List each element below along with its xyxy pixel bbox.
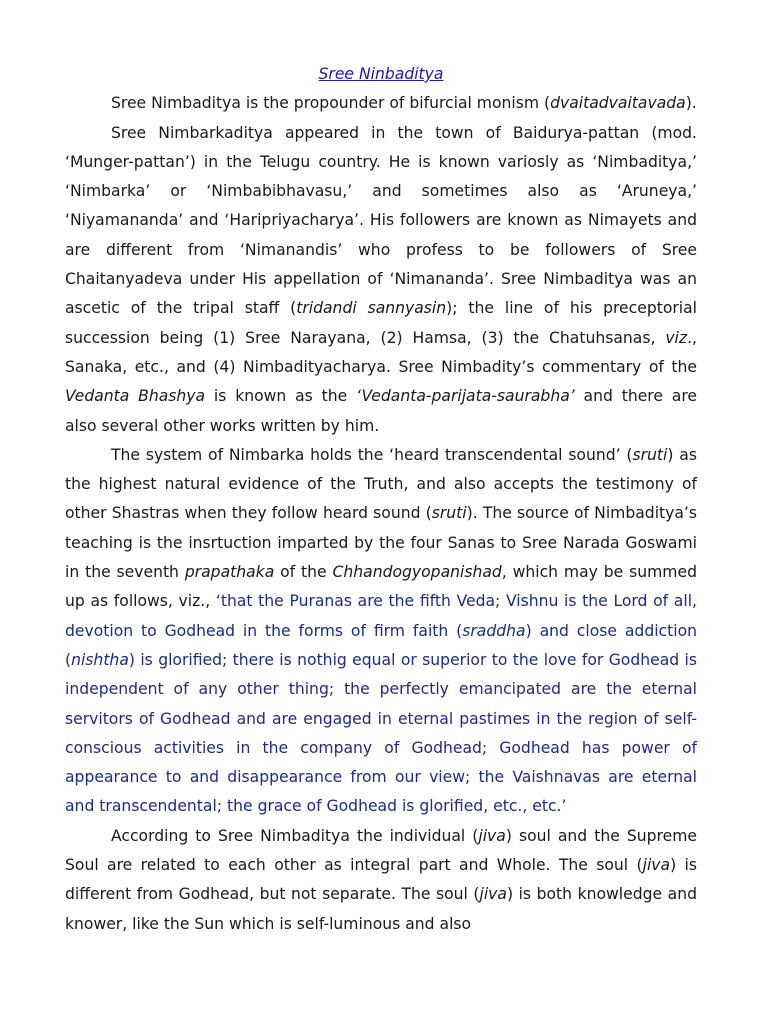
quoted-passage — [65, 592, 697, 815]
italic-term: sruti — [431, 504, 467, 523]
italic-term: prapathaka — [184, 563, 275, 582]
paragraph-2 — [65, 119, 697, 441]
italic-term: Vedanta Bhashya — [65, 387, 206, 406]
paragraph-4 — [65, 822, 697, 939]
text-run: Sree Nimbarkaditya appeared in the town of Baidurya-pattan (mod. ‘Munger-pattan’) in the Telugu country. He is known variosly as ‘Nimbaditya,’ ‘Nimbarka’ or ‘Nimbabibhavasu,’ and sometimes also as ‘Aruneya,’ ‘Niyamananda’ and ‘Haripriyacharya’. His followers are known as Nimayets and are different from ‘Nimanandis’ who profess to be followers of Sree Chaitanyadeva under His appellation of ‘Nimananda’. Sree Nimbaditya was an ascetic of the tripal staff ( — [65, 123, 697, 318]
italic-term: dvaitadvaitavada — [550, 94, 686, 113]
text-run: ) is glorified; there is nothig equal or superior to the love for Godhead is independent of any other thing; the perfectly emancipated are the eternal servitors of Godhead and are engaged in eternal pastimes in the region of self-conscious activities in the company of Godhead; Godhead has power of appearance to and disappearance from our view; the Vaishnavas are eternal and transcendental; the grace of Godhead is glorified, etc., etc.’ — [65, 650, 697, 816]
text-run: ). — [685, 94, 697, 113]
italic-term: jiva — [478, 826, 506, 845]
italic-term: ‘Vedanta-parijata-saurabha’ — [356, 387, 575, 406]
text-run: and there are also several other works written by him. — [65, 387, 697, 435]
text-run: ) as the highest natural evidence of the Truth, and also accepts the testimony of other Shastras when they follow heard sound ( — [65, 445, 697, 523]
italic-term: viz — [665, 328, 688, 347]
text-run: Sree Nimbaditya is the propounder of bifurcial monism ( — [111, 94, 551, 113]
text-run: ). The source of Nimbaditya’s teaching is the insrtuction imparted by the four Sanas to Sree Narada Goswami in the seventh — [65, 504, 698, 582]
text-run: The system of Nimbarka holds the ‘heard transcendental sound’ ( — [111, 445, 633, 464]
paragraph-3 — [65, 441, 697, 822]
text-run: of the — [274, 563, 333, 582]
italic-term: sruti — [632, 445, 668, 464]
text-run: ) soul and the Supreme Soul are related to each other as integral part and Whole. The soul ( — [65, 826, 697, 875]
italic-term: nishtha — [71, 650, 129, 669]
text-run: , which may be summed up as follows, viz., — [65, 563, 697, 611]
title-link[interactable]: Sree Ninbaditya — [318, 65, 444, 83]
text-run: ‘that the Puranas are the fifth Veda; Vishnu is the Lord of all, devotion to Godhead in the forms of firm faith ( — [65, 592, 697, 640]
text-run: ) and close addiction ( — [65, 621, 698, 669]
text-run: ) is different from Godhead, but not separate. The soul ( — [65, 856, 697, 904]
document-page — [65, 60, 697, 939]
text-run: According to Sree Nimbaditya the individual ( — [111, 826, 479, 845]
italic-term: tridandi sannyasin — [296, 299, 447, 318]
text-run: ., Sanaka, etc., and (4) Nimbadityacharya. Sree Nimbadity’s commentary of the — [65, 328, 697, 376]
paragraph-1 — [65, 89, 697, 118]
document-title — [65, 60, 697, 89]
italic-term: jiva — [479, 885, 507, 904]
italic-term: sraddha — [462, 621, 526, 640]
italic-term: jiva — [642, 856, 671, 875]
text-run: ); the line of his preceptorial succession being (1) Sree Narayana, (2) Hamsa, (3) the Chatuhsanas, — [65, 299, 698, 347]
italic-term: Chhandogyopanishad — [332, 563, 502, 582]
text-run: ) is both knowledge and knower, like the Sun which is self-luminous and also — [65, 885, 697, 933]
text-run: is known as the — [205, 387, 357, 406]
